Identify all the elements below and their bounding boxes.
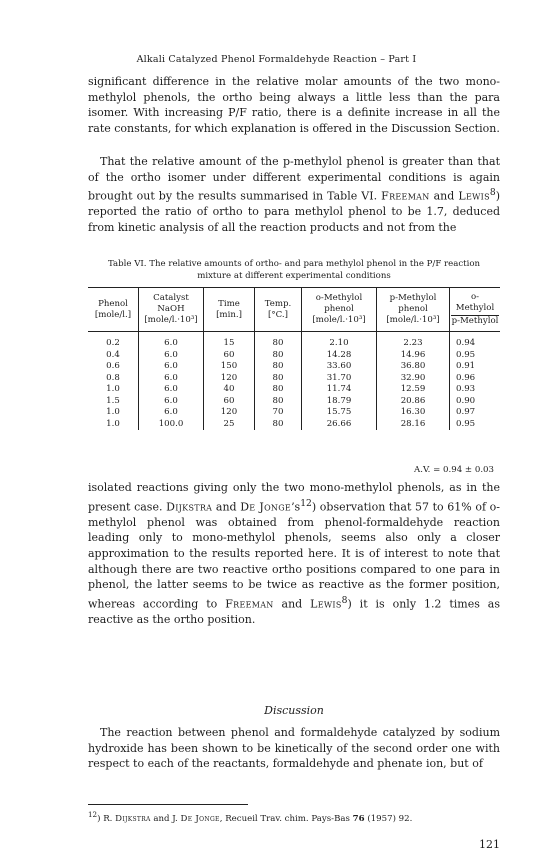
table-cell: 6.0	[139, 361, 204, 373]
table-cell: 70	[255, 407, 302, 419]
table-cell: 6.0	[139, 350, 204, 362]
table-cell: 6.0	[139, 396, 204, 408]
author-lewis: Lewis	[458, 189, 490, 203]
table-cell: 18.79	[302, 396, 377, 408]
table-cell: 1.0	[106, 407, 120, 417]
reference-marker: 12	[300, 497, 312, 509]
table-cell: 11.74	[302, 384, 377, 396]
table-cell: 60	[204, 350, 255, 362]
table-cell: 0.90	[450, 396, 501, 408]
table-cell: 0.2	[106, 338, 120, 348]
table-cell: 14.96	[377, 350, 450, 362]
table-cell: 0.91	[450, 361, 501, 373]
table-cell: 2.23	[377, 332, 450, 350]
table-cell: 28.16	[377, 419, 450, 431]
table-row	[88, 373, 500, 385]
table-cell: 60	[204, 396, 255, 408]
author-de-jonge: De Jonge	[180, 813, 220, 824]
paragraph-1: significant difference in the relative molar amounts of the two mono-methylol phenols, the ortho being always a little less than the para isomer. With increasing P/F ratio, there is a definite increase in all the rate constants, for which explanation is offered in the Discussion Section.	[88, 75, 500, 135]
table-cell: 0.8	[106, 372, 120, 383]
header-phenol: Phenol [mole/l.]	[88, 288, 139, 332]
table-cell: 1.0	[106, 384, 120, 394]
author-dijkstra: Dijkstra	[115, 813, 151, 824]
table-cell: 150	[204, 361, 255, 373]
table-row	[88, 332, 500, 350]
table-cell: 0.93	[450, 384, 501, 396]
paragraph-3-text: ’s	[291, 500, 301, 514]
author-lewis: Lewis	[310, 597, 342, 611]
page-number: 121	[479, 838, 500, 851]
table-cell: 1.0	[106, 418, 120, 429]
table-row	[88, 350, 500, 362]
author-freeman: Freeman	[381, 189, 430, 203]
paragraph-3-text: and	[212, 500, 241, 514]
table-cell: 80	[255, 419, 302, 431]
table-cell: 6.0	[139, 407, 204, 419]
footnote-marker: 12	[88, 810, 98, 819]
table-cell: 12.59	[377, 384, 450, 396]
header-catalyst: Catalyst NaOH [mole/l.·10³]	[139, 288, 204, 332]
table-cell: 25	[204, 419, 255, 431]
table-caption-line: Table VI. The relative amounts of ortho- and para methylol phenol in the P/F reaction	[107, 259, 481, 269]
paragraph-2-text: and	[429, 189, 459, 203]
paragraph-3	[88, 480, 500, 628]
header-ratio: o-Methylol p-Methylol	[450, 288, 501, 332]
reference-marker: 8	[341, 594, 348, 606]
reference-marker: 8	[489, 187, 496, 199]
table-cell: 1.5	[106, 395, 120, 406]
author-de-jonge: De Jonge	[240, 500, 292, 514]
table-cell: 0.95	[450, 350, 501, 362]
running-head: Alkali Catalyzed Phenol Formaldehyde Reaction – Part I	[136, 54, 417, 65]
data-table	[88, 287, 500, 430]
table-cell: 80	[255, 332, 302, 350]
table-cell: 32.90	[377, 373, 450, 385]
table-cell: 20.86	[377, 396, 450, 408]
table-cell: 120	[204, 373, 255, 385]
table-caption	[88, 258, 500, 282]
footnote: $^{12}$) R. Dijkstra and J. De Jonge, Recueil Trav. chim. Pays-Bas 76 (1957) 92.	[88, 810, 413, 824]
table-cell: 80	[255, 396, 302, 408]
paragraph-5: The reaction between phenol and formaldehyde catalyzed by sodium hydroxide has been shown to be kinetically of the second order one with respect to each of the reactants, formaldehyde and phenate ion, but of	[88, 726, 500, 771]
table-cell: 0.6	[106, 361, 120, 371]
table-row	[88, 407, 500, 419]
table-caption-line: mixture at different experimental conditions	[197, 271, 391, 281]
paragraph-3-text: and	[273, 597, 311, 611]
table-row	[88, 419, 500, 431]
table-header-row	[88, 288, 500, 332]
header-time: Time [min.]	[204, 288, 255, 332]
table-cell: 6.0	[139, 384, 204, 396]
section-heading: Discussion	[264, 704, 324, 717]
table-cell: 36.80	[377, 361, 450, 373]
paragraph-3-text: ) it is only 1.2 times as reactive as the ortho position.	[88, 597, 500, 627]
table-cell: 0.96	[450, 373, 501, 385]
table-cell: 14.28	[302, 350, 377, 362]
table-cell: 6.0	[139, 332, 204, 350]
table-cell: 15.75	[302, 407, 377, 419]
table-row	[88, 396, 500, 408]
footnote-divider	[88, 804, 248, 805]
header-o-methylol: o-Methylol phenol [mole/l.·10³]	[302, 288, 377, 332]
header-temp: Temp. [°C.]	[255, 288, 302, 332]
volume-number: 76	[352, 813, 365, 824]
table-cell: 80	[255, 361, 302, 373]
table-body	[88, 332, 500, 431]
author-freeman: Freeman	[225, 597, 274, 611]
table-cell: 26.66	[302, 419, 377, 431]
table-cell: 40	[204, 384, 255, 396]
average-value: A.V. = 0.94 ± 0.03	[414, 465, 494, 475]
header-p-methylol: p-Methylol phenol [mole/l.·10³]	[377, 288, 450, 332]
table-cell: 0.95	[450, 419, 501, 431]
paragraph-2-text: ) reported the ratio of ortho to para methylol phenol to be 1.7, deduced from kinetic analysis of all the reaction products and not from the	[88, 189, 500, 235]
table-cell: 16.30	[377, 407, 450, 419]
table-cell: 0.94	[450, 332, 501, 350]
table-cell: 0.97	[450, 407, 501, 419]
paragraph-2	[88, 154, 500, 236]
author-dijkstra: Dijkstra	[166, 500, 213, 514]
table-cell: 15	[204, 332, 255, 350]
paragraph-3-text: ) observation that 57 to 61% of o-methylol phenol was obtained from phenol-formaldehyde reaction leading only to mono-methylol phenols, seems also only a closer approximation to the results reported here. It is of interest to note that although there are two reactive ortho positions compared to one para in phenol, the latter seems to be twice as reactive as the former position, whereas according to	[88, 500, 500, 611]
table-cell: 33.60	[302, 361, 377, 373]
table-cell: 6.0	[139, 373, 204, 385]
table-row	[88, 384, 500, 396]
paragraph-3-text: isolated reactions giving only the two mono-methylol phenols, as in the present case.	[88, 481, 500, 514]
table-row	[88, 361, 500, 373]
table-cell: 80	[255, 384, 302, 396]
table-cell: 100.0	[139, 419, 204, 431]
table-cell: 31.70	[302, 373, 377, 385]
table-cell: 80	[255, 373, 302, 385]
table-cell: 0.4	[106, 349, 120, 360]
table-cell: 2.10	[302, 332, 377, 350]
table-cell: 80	[255, 350, 302, 362]
table-cell: 120	[204, 407, 255, 419]
data-table-container	[88, 287, 500, 430]
paragraph-2-text: That the relative amount of the p-methylol phenol is greater than that of the ortho isomer under different experimental conditions is again brought out by the results summarised in Table VI.	[88, 155, 500, 203]
